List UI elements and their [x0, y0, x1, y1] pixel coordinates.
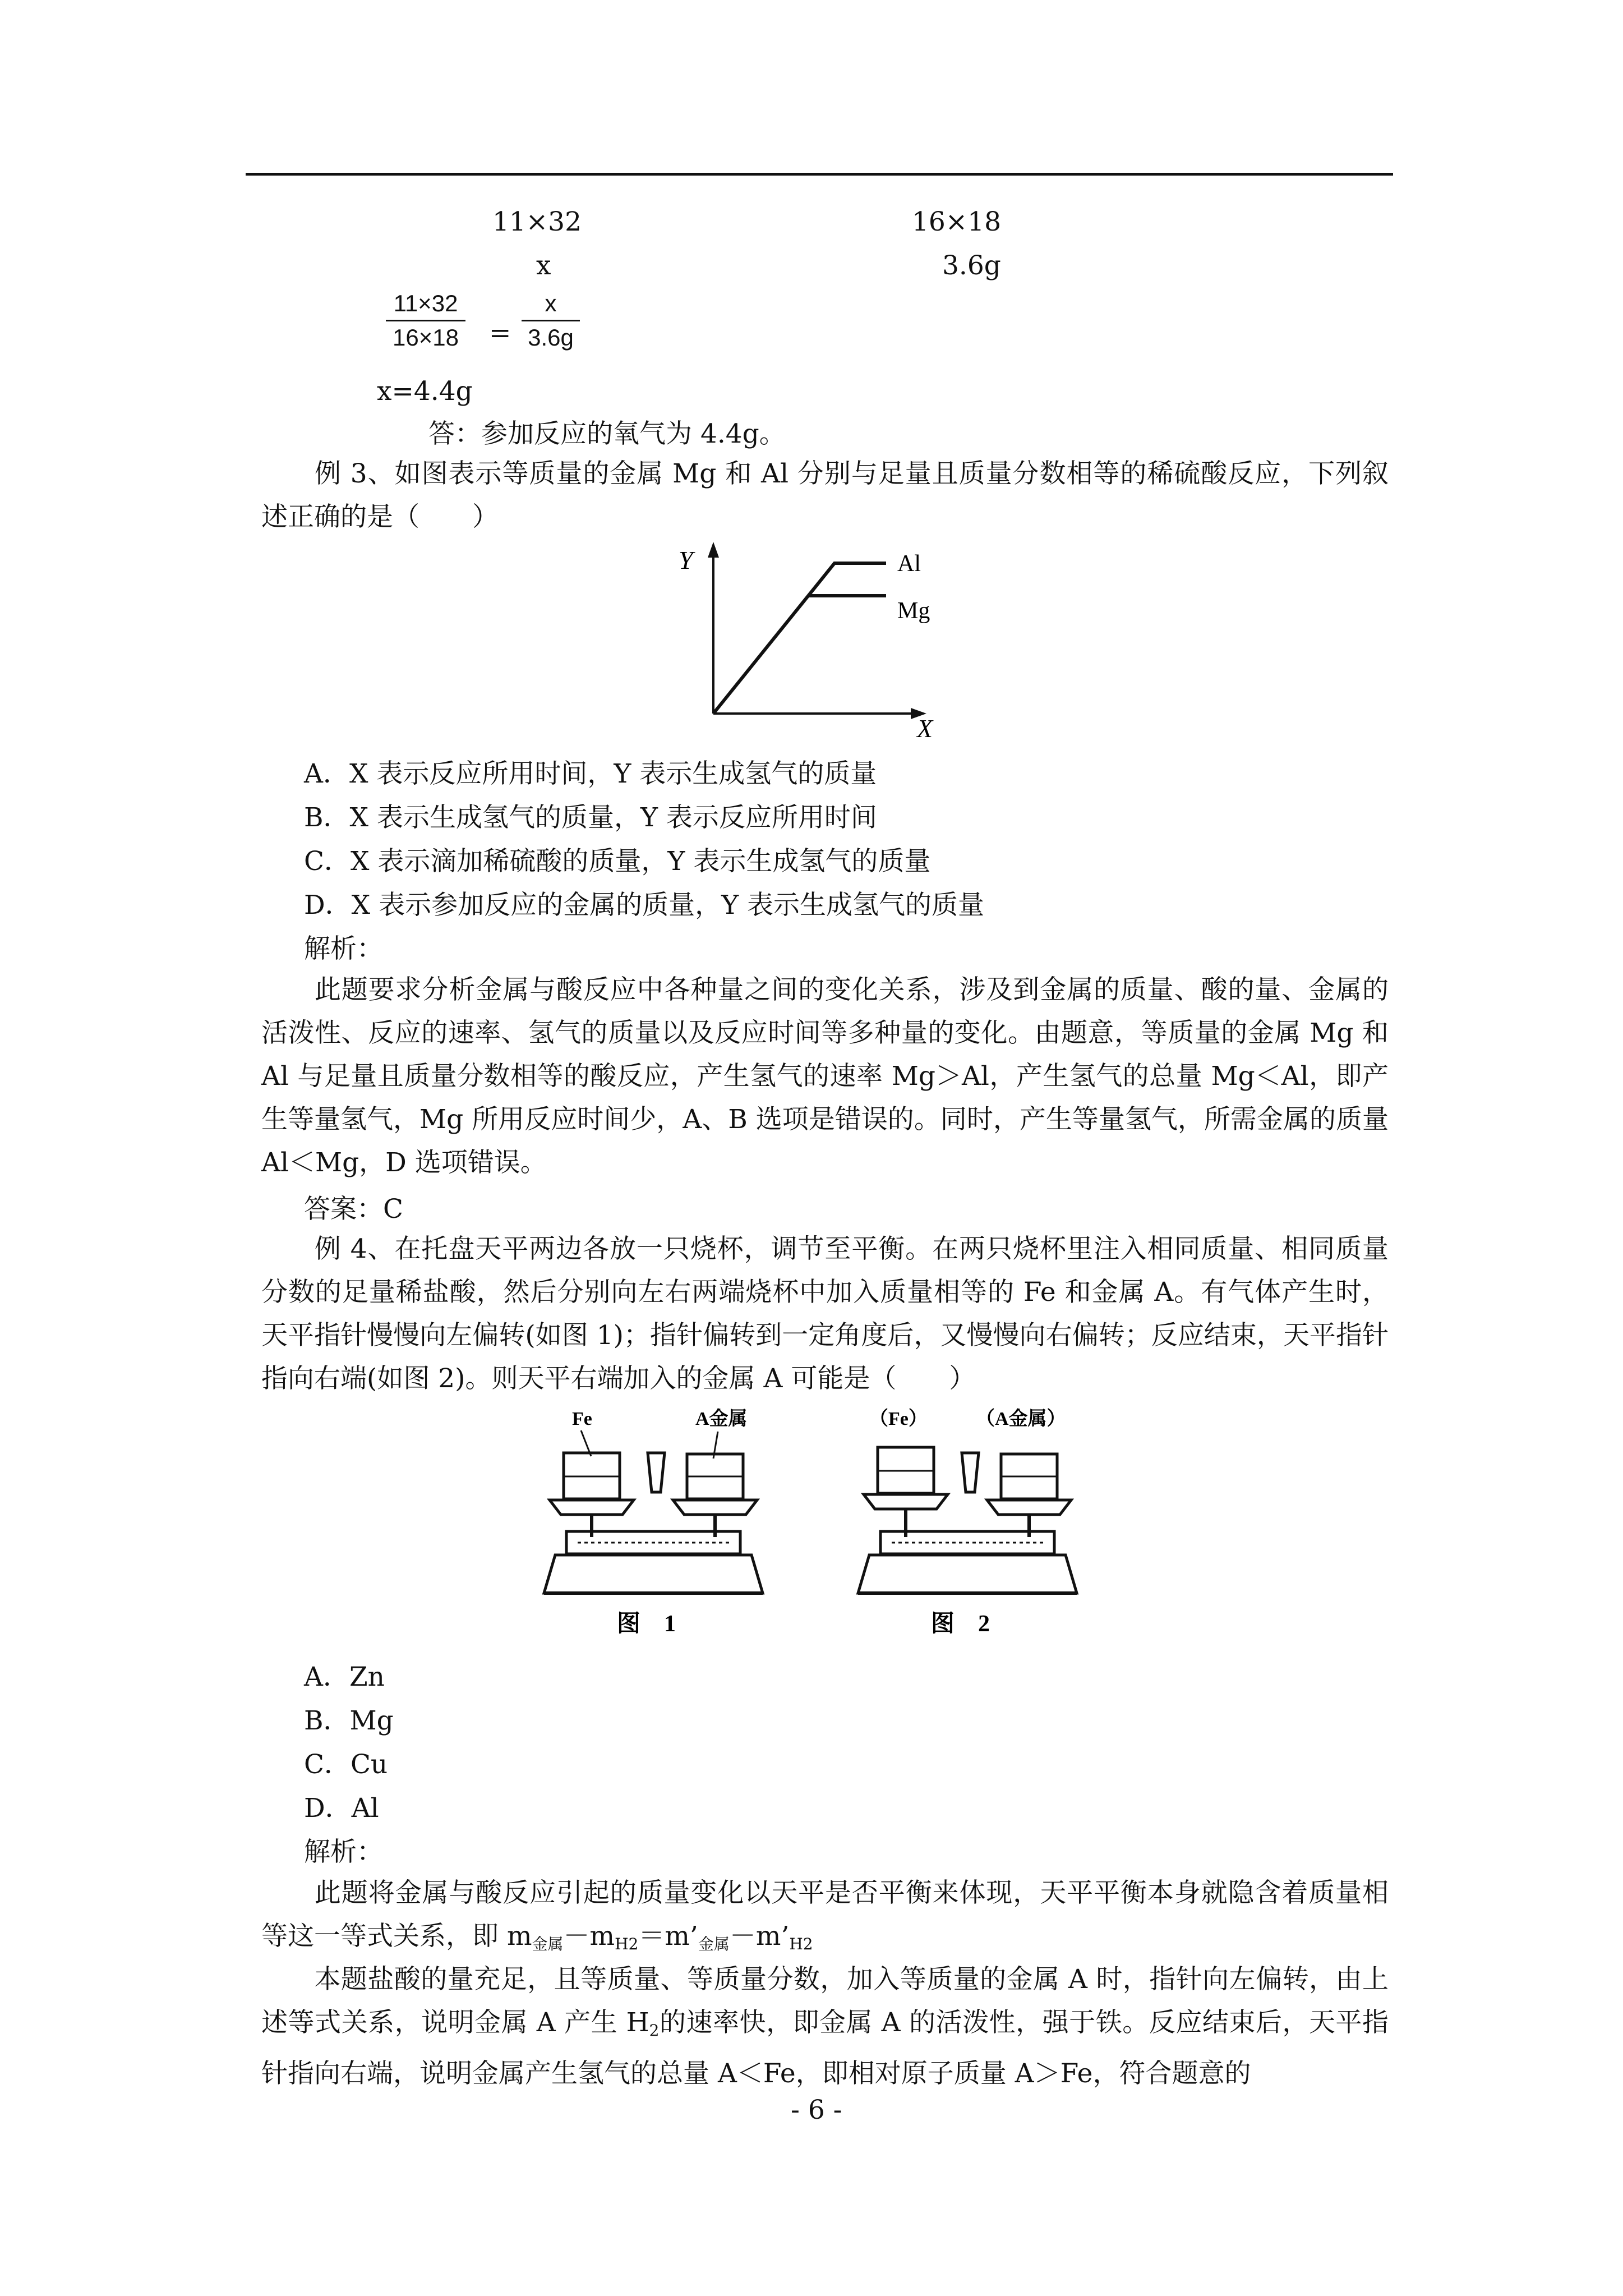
x-axis-label: X [917, 714, 933, 743]
calc-answer: 答：参加反应的氧气为 4.4g。 [428, 418, 786, 449]
example4-option-a: A．Zn [304, 1662, 385, 1692]
example3-option-c: C．X 表示滴加稀硫酸的质量，Y 表示生成氢气的质量 [304, 846, 931, 877]
y-axis-arrow [708, 542, 719, 558]
balance-figure-1 [544, 1408, 763, 1637]
balance-figure-2 [858, 1408, 1077, 1637]
example3-analysis: 此题要求分析金属与酸反应中各种量之间的变化关系，涉及到金属的质量、酸的量、金属的活泼性、反应的速率、氢气的质量以及反应时间等多种量的变化。由题意，等质量的金属 Mg 和 Al 与足量且质量分数相等的酸反应，产生氢气的速率 Mg＞Al，产生氢气的总量 Mg＜Al，即产生等量氢气，Mg 所用反应时间少，A、B 选项是错误的。同时，产生等量氢气，所需金属的质量 Al＜Mg，D 选项错误。 [261, 974, 1389, 1178]
calc-result: x=4.4g [377, 376, 473, 407]
example4-analysis-2: 本题盐酸的量充足，且等质量、等质量分数，加入等质量的金属 A 时，指针向左偏转，由上述等式关系，说明金属 A 产生 $H_2$的速率快，即金属 A 的活泼性，强于铁。反应结束后，天平指针指向右端，说明金属产生氢气的总量 A＜Fe，即相对原子质量 A＞Fe，符合题意的 [261, 1964, 1389, 2089]
example4-balance-figure [533, 1402, 1105, 1638]
calc-row1-right: 16×18 [912, 206, 1001, 237]
fig1-left-label: Fe [572, 1409, 592, 1429]
series-al-line [713, 563, 886, 714]
example3-chart [662, 534, 976, 747]
calc-row1-left: 11×32 [492, 206, 582, 237]
fraction-right: x 3.6g [522, 288, 580, 353]
fig1-right-label: A金属 [695, 1409, 748, 1429]
example3-option-a: A．X 表示反应所用时间，Y 表示生成氢气的质量 [304, 758, 877, 789]
example4-analysis-1: 此题将金属与酸反应引起的质量变化以天平是否平衡来体现，天平平衡本身就隐含着质量相等这一等式关系，即 $m_{金属}-m_{H2}=m’_{金属}-m’_{H2}$ [261, 1878, 1389, 1953]
example3-answer: 答案：C [304, 1194, 403, 1225]
series-mg-label: Mg [897, 598, 930, 624]
fig2-caption: 图 2 [931, 1611, 990, 1637]
y-axis-label: Y [679, 546, 693, 574]
equals-sign: = [489, 318, 511, 348]
fig2-base [858, 1555, 1077, 1593]
example4-option-d: D．Al [304, 1793, 379, 1824]
example3-analysis-label: 解析： [304, 933, 383, 964]
example4-question: 例 4、在托盘天平两边各放一只烧杯，调节至平衡。在两只烧杯里注入相同质量、相同质量分数的足量稀盐酸，然后分别向左右两端烧杯中加入质量相等的 Fe 和金属 A。有气体产生时，天平指针慢慢向左偏转(如图 1)；指针偏转到一定角度后，又慢慢向右偏转；反应结束，天平指针指向右端(如图 2)。则天平右端加入的金属 A 可能是（ ） [261, 1234, 1389, 1394]
header-rule [246, 173, 1393, 176]
fig2-right-label: （A金属） [976, 1409, 1066, 1429]
page-number: - 6 - [791, 2095, 842, 2125]
example4-option-b: B．Mg [304, 1705, 394, 1736]
example3-option-b: B．X 表示生成氢气的质量，Y 表示反应所用时间 [304, 802, 877, 833]
fig1-base [544, 1555, 763, 1593]
calc-row2-right: 3.6g [942, 250, 1001, 281]
example4-option-c: C．Cu [304, 1749, 388, 1780]
example4-analysis-label: 解析： [304, 1837, 383, 1867]
fig1-caption: 图 1 [617, 1611, 676, 1637]
example3-question: 例 3、如图表示等质量的金属 Mg 和 Al 分别与足量且质量分数相等的稀硫酸反应，下列叙述正确的是（ ） [261, 458, 1389, 532]
series-al-label: Al [897, 551, 921, 577]
example3-option-d: D．X 表示参加反应的金属的质量，Y 表示生成氢气的质量 [304, 890, 985, 921]
fraction-left: 11×32 16×18 [386, 288, 465, 353]
calc-row2-left: x [536, 250, 551, 281]
fig2-left-label: （Fe） [869, 1409, 928, 1429]
